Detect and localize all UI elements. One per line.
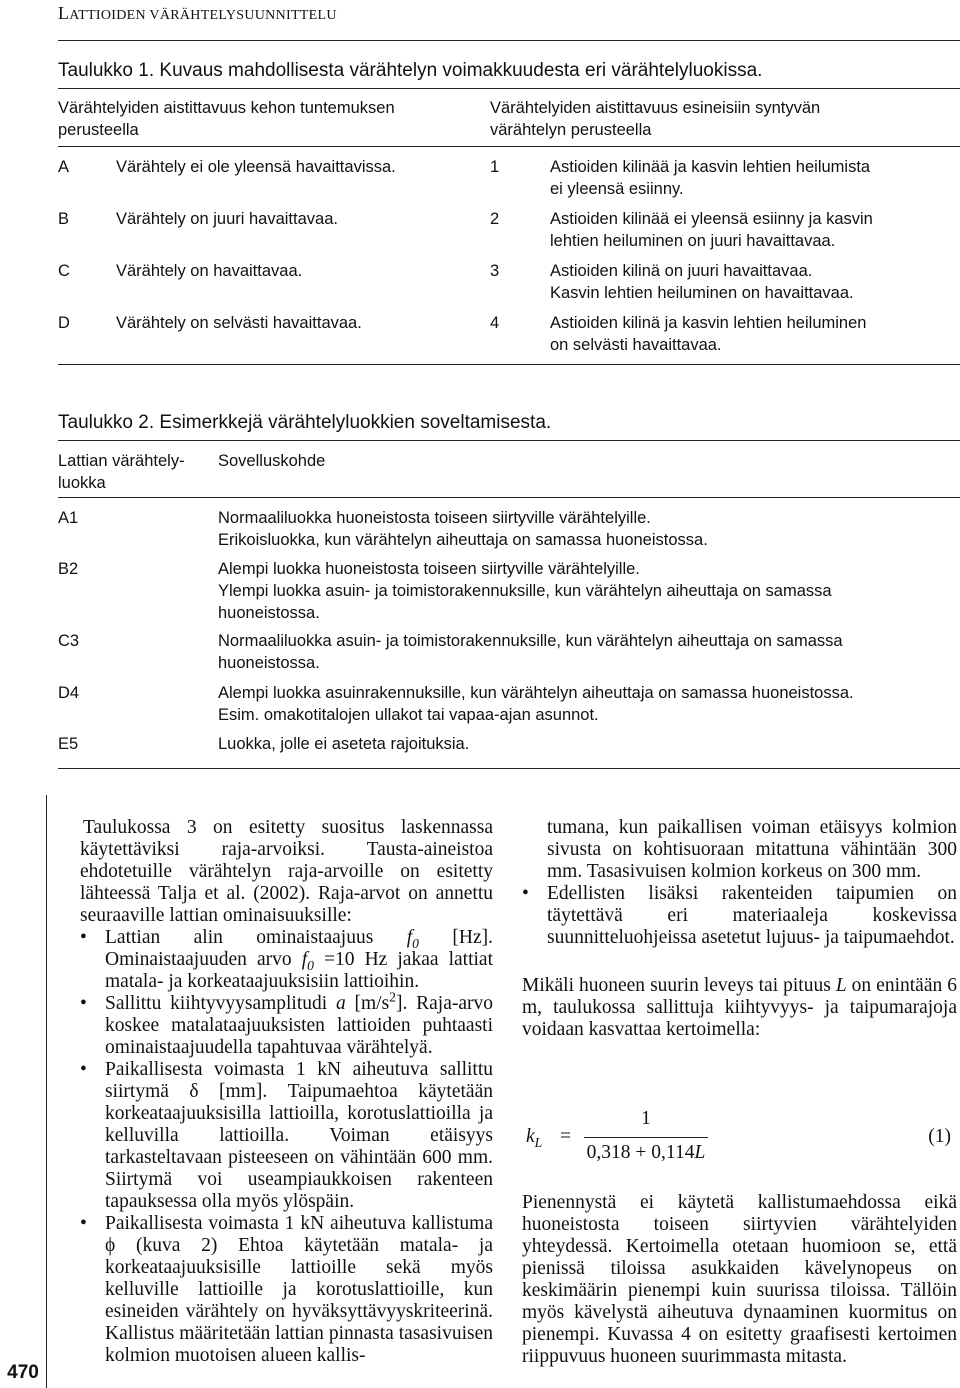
text: =10 Hz jakaa lattiat matala- ja korkeataajuuksisiin lattioihin. [105, 949, 493, 992]
symbol-f: f [406, 927, 413, 948]
table2-header-class-line1: Lattian värähtely- [58, 452, 185, 470]
symbol-L: L [694, 1142, 706, 1163]
table1-header-right-line2: värähtelyn perusteella [490, 121, 652, 139]
text: ]. Raja-arvo koskee matalataajuuksisten lattioiden puhtaasti ominaistaajuudella tapahtuvaa värähtelyä. [105, 993, 493, 1058]
table1-top-rule [58, 88, 960, 89]
text: [Hz]. Ominaistaajuuden arvo [105, 927, 493, 970]
text: [m/s [345, 993, 390, 1014]
table1-row-body: Värähtely on selvästi havaittavaa. [116, 314, 362, 332]
page-margin-rule [46, 795, 47, 1388]
table2-row-use-line: Erikoisluokka, kun värähtelyn aiheuttaja on samassa huoneistossa. [218, 531, 708, 549]
table1-row-letter: C [58, 262, 70, 280]
table1-row-object [550, 312, 866, 356]
table2-row-use-line: Normaaliluokka huoneistosta toiseen siirtyville värähtelyille. [218, 509, 651, 527]
intro-paragraph: Taulukossa 3 on esitetty suositus laskennassa käytettäviksi raja-arvoiksi. Tausta-aineistoa ehdotetuille värähtelyn raja-arvoille on esitetty lähteessä Talja et al. (2002). Raja-arvot on annettu seuraaville lattian ominaisuuksille: [80, 817, 493, 926]
table2-bottom-rule [58, 768, 960, 769]
formula-equals: = [560, 1126, 571, 1147]
body-column-right [522, 817, 957, 1041]
text: Mikäli huoneen suurin leveys tai pituus [522, 975, 836, 996]
criteria-list [80, 927, 493, 1367]
table1-header-left [58, 97, 395, 141]
table2-row-use [218, 630, 843, 674]
text: Lattian alin ominaistaajuus [105, 927, 407, 948]
table2-row-use-line: huoneistossa. [218, 604, 320, 622]
table2-row-class: D4 [58, 684, 80, 702]
bullet-icon: • [80, 1213, 87, 1234]
table2-row-class: A1 [58, 509, 79, 527]
table1-header-right [490, 97, 820, 141]
table1-row-object [550, 208, 873, 252]
criteria-list-continued [522, 883, 957, 949]
table1-row-object-line2: ei yleensä esiinny. [550, 180, 684, 198]
symbol-a: a [335, 993, 346, 1014]
table1-row-letter: B [58, 210, 70, 228]
bullet-icon: • [80, 1059, 87, 1080]
table2-row-use-line: Alempi luokka asuinrakennuksille, kun värähtelyn aiheuttaja on samassa huoneistossa. [218, 684, 854, 702]
table1-row-object [550, 156, 870, 200]
table2-row-use-line: Ylempi luokka asuin- ja toimistorakennuksille, kun värähtelyn aiheuttaja on samassa [218, 582, 832, 600]
table2-row-use [218, 733, 469, 755]
text: Edellisten lisäksi rakenteiden taipumien on täytettävä eri materiaaleja koskevissa suunnitteluohjeissa asetetut lujuus- ja taipumaehdot. [547, 883, 957, 948]
symbol-L: L [835, 975, 847, 996]
table2-row-use [218, 507, 708, 551]
formula [522, 1108, 957, 1172]
text: on enintään 6 m, taulukossa sallittuja kiihtyvyys- ja taipumarajoja voidaan kasvattaa kertoimella: [522, 975, 957, 1040]
table1-row-num: 1 [490, 158, 500, 176]
page-number: 470 [7, 1362, 39, 1383]
header-title: ATTIOIDEN VÄRÄHTELYSUUNNITTELU [69, 8, 337, 23]
bullet-icon: • [522, 883, 529, 904]
running-header [58, 3, 337, 24]
table1-header-left-line1: Värähtelyiden aistittavuus kehon tuntemuksen [58, 99, 395, 117]
formula-denominator [584, 1142, 708, 1164]
paragraph-final: Pienennystä ei käytetä kallistumaehdossa eikä huoneistosta toiseen siirtyvien värähtelyiden yhteydessä. Kertoimella otetaan huomioon se, että pienissä tiloissa asukkaiden kävelynopeus on keskimäärin pienempi kuin suurissa tiloissa. Tällöin myös kävelystä aiheutuva dynaaminen kuormitus on pienempi. Kuvassa 4 on esitetty graafisesti kertoimen riippuvuus huoneen suurimmasta mitasta. [522, 1192, 957, 1367]
subscript: 0 [412, 935, 419, 951]
table1-header-left-line2: perusteella [58, 121, 139, 139]
header-initial: L [58, 3, 70, 23]
table1-row-object-line1: Astioiden kilinä ja kasvin lehtien heiluminen [550, 314, 867, 332]
table1-row-object-line1: Astioiden kilinää ei yleensä esiinny ja kasvin [550, 210, 873, 228]
table2-header-class [58, 450, 185, 494]
bullet-icon: • [80, 927, 87, 948]
table1-row-body: Värähtely ei ole yleensä havaittavissa. [116, 158, 396, 176]
continued-paragraph: tumana, kun paikallisen voiman etäisyys kolmion sivusta on kohtisuoraan mitattuna vähintään 300 mm. Tasasivuisen kolmion korkeus on 300 mm. [547, 817, 957, 882]
table1-row-object-line1: Astioiden kilinää ja kasvin lehtien heilumista [550, 158, 871, 176]
table1-header-right-line1: Värähtelyiden aistittavuus esineisiin syntyvän [490, 99, 821, 117]
list-item [80, 1213, 493, 1367]
table2-row-class: C3 [58, 632, 80, 650]
text: Sallittu kiihtyvyysamplitudi [105, 993, 336, 1014]
table1-row-letter: D [58, 314, 70, 332]
formula-lhs [526, 1126, 542, 1148]
table2-caption: Taulukko 2. Esimerkkejä värähtelyluokkien soveltamisesta. [58, 412, 552, 433]
formula-numerator: 1 [641, 1108, 651, 1129]
subscript: 0 [307, 957, 314, 973]
table1-row-body: Värähtely on havaittavaa. [116, 262, 303, 280]
table2-row-class: B2 [58, 560, 79, 578]
header-rule [58, 40, 960, 41]
formula-label: (1) [928, 1126, 951, 1147]
list-item [80, 927, 493, 993]
table2-header-class-line2: luokka [58, 474, 106, 492]
table2-row-use-line: Alempi luokka huoneistosta toiseen siirtyville värähtelyille. [218, 560, 640, 578]
text: 0,318 + 0,114 [586, 1142, 695, 1163]
table2-row-use [218, 558, 832, 624]
list-item [522, 883, 957, 949]
bullet-icon: • [80, 993, 87, 1014]
table1-row-object [550, 260, 854, 304]
symbol-k: k [526, 1126, 535, 1147]
table2-row-use-line: Luokka, jolle ei aseteta rajoituksia. [218, 735, 470, 753]
table1-row-object-line2: lehtien heiluminen on juuri havaittavaa. [550, 232, 836, 250]
table1-row-num: 4 [490, 314, 500, 332]
subscript: L [534, 1134, 543, 1150]
table1-row-num: 2 [490, 210, 500, 228]
table2-top-rule [58, 440, 960, 441]
table2-row-use-line: Esim. omakotitalojen ullakot tai vapaa-ajan asunnot. [218, 706, 599, 724]
list-item [80, 989, 493, 1059]
text: Paikallisesta voimasta 1 kN aiheutuva sallittu siirtymä δ [mm]. Taipumaehtoa käytetään korkeataajuuksisilla lattioilla, korotuslattioilla ja kelluvilla lattioilla. Voiman etäisyys tarkasteltavaan pisteeseen on vähintään 600 mm. Siirtymä voi useampiaukkoisen rakenteen tapauksessa olla myös ylöspäin. [105, 1059, 493, 1212]
body-column-left [80, 817, 493, 1367]
table1-row-body: Värähtely on juuri havaittavaa. [116, 210, 338, 228]
table1-row-num: 3 [490, 262, 500, 280]
fraction-bar [584, 1137, 708, 1138]
table1-row-object-line1: Astioiden kilinä on juuri havaittavaa. [550, 262, 813, 280]
table2-row-use [218, 682, 854, 726]
table1-caption: Taulukko 1. Kuvaus mahdollisesta värähtelyn voimakkuudesta eri värähtelyluokissa. [58, 60, 763, 81]
table1-row-letter: A [58, 158, 70, 176]
table2-row-use-line: huoneistossa. [218, 654, 320, 672]
table2-row-class: E5 [58, 735, 79, 753]
table2-row-use-line: Normaaliluokka asuin- ja toimistorakennuksille, kun värähtelyn aiheuttaja on samassa [218, 632, 843, 650]
superscript: 2 [389, 989, 396, 1005]
table2-header-use: Sovelluskohde [218, 452, 326, 470]
list-item [80, 1059, 493, 1213]
table1-bottom-rule [58, 364, 960, 365]
text: Paikallisesta voimasta 1 kN aiheutuva kallistuma ϕ (kuva 2) Ehtoa käytetään matala- ja korkeataajuuksisille lattioille sekä myös kelluville lattioille ja korotuslattioille, kun esineiden värähtely on hyväksyttävyyskriteerinä. Kallistus määritetään lattian pinnasta tasasivuisen kolmion muotoisen alueen kallis- [105, 1213, 493, 1366]
table1-row-object-line2: Kasvin lehtien heiluminen on havaittavaa. [550, 284, 854, 302]
symbol-f: f [301, 949, 308, 970]
paragraph [522, 975, 957, 1041]
table1-row-object-line2: on selvästi havaittavaa. [550, 336, 722, 354]
table2-header-rule [58, 497, 960, 498]
table1-header-rule [58, 146, 960, 147]
